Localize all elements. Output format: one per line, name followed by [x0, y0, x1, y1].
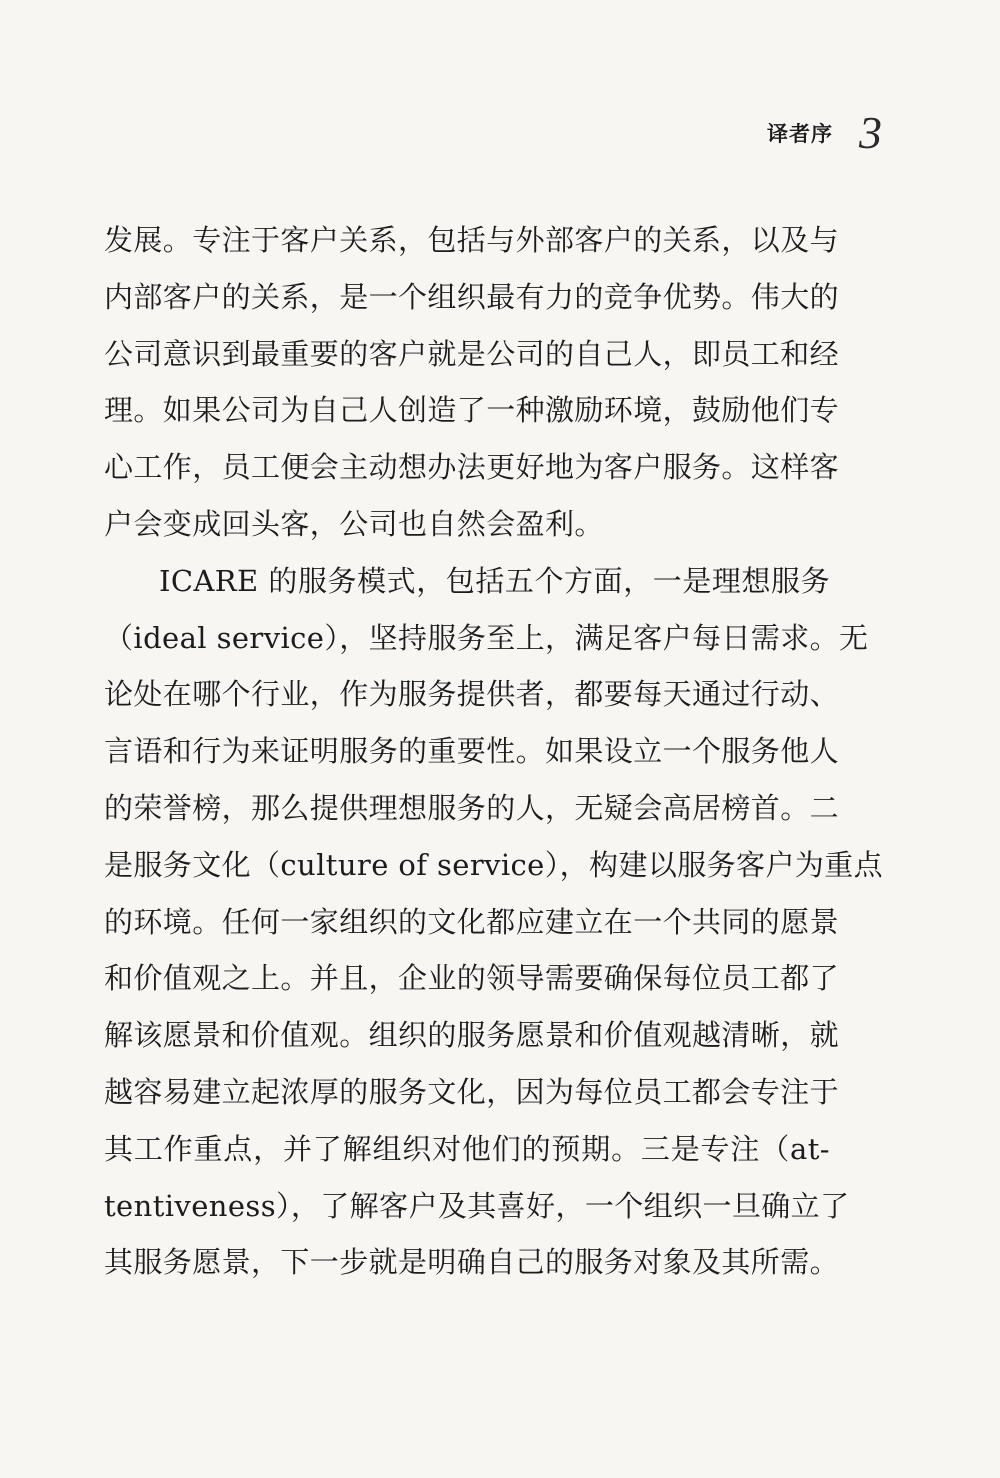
text-line: 和价值观之上。并且，企业的领导需要确保每位员工都了 [104, 961, 840, 996]
text-line: 的环境。任何一家组织的文化都应建立在一个共同的愿景 [104, 904, 840, 939]
text-line: tentiveness），了解客户及其喜好，一个组织一旦确立了 [104, 1188, 850, 1223]
paragraph-start-line: ICARE 的服务模式，包括五个方面，一是理想服务 [159, 563, 830, 598]
text-line: 论处在哪个行业，作为服务提供者，都要每天通过行动、 [104, 677, 840, 712]
text-line: 理。如果公司为自己人创造了一种激励环境，鼓励他们专 [104, 393, 840, 428]
body-text [104, 212, 884, 1291]
text-line: 是服务文化（culture of service），构建以服务客户为重点 [104, 847, 884, 882]
text-line: 内部客户的关系，是一个组织最有力的竞争优势。伟大的 [104, 279, 840, 314]
text-line: 越容易建立起浓厚的服务文化，因为每位员工都会专注于 [104, 1074, 840, 1109]
running-header [767, 108, 882, 158]
section-title: 译者序 [767, 122, 833, 146]
text-line: （ideal service），坚持服务至上，满足客户每日需求。无 [104, 620, 869, 655]
text-line: 公司意识到最重要的客户就是公司的自己人，即员工和经 [104, 336, 840, 371]
text-line: 发展。专注于客户关系，包括与外部客户的关系，以及与 [104, 223, 840, 257]
text-line: 的荣誉榜，那么提供理想服务的人，无疑会高居榜首。二 [104, 790, 840, 825]
text-line: 其工作重点，并了解组织对他们的预期。三是专注（at- [104, 1131, 830, 1166]
page-number: 3 [859, 107, 882, 158]
text-line: 心工作，员工便会主动想办法更好地为客户服务。这样客 [104, 450, 840, 485]
text-line: 户会变成回头客，公司也自然会盈利。 [104, 506, 604, 541]
text-line: 其服务愿景，下一步就是明确自己的服务对象及其所需。 [104, 1245, 840, 1280]
text-line: 解该愿景和价值观。组织的服务愿景和价值观越清晰，就 [104, 1018, 840, 1053]
text-line: 言语和行为来证明服务的重要性。如果设立一个服务他人 [104, 734, 840, 769]
